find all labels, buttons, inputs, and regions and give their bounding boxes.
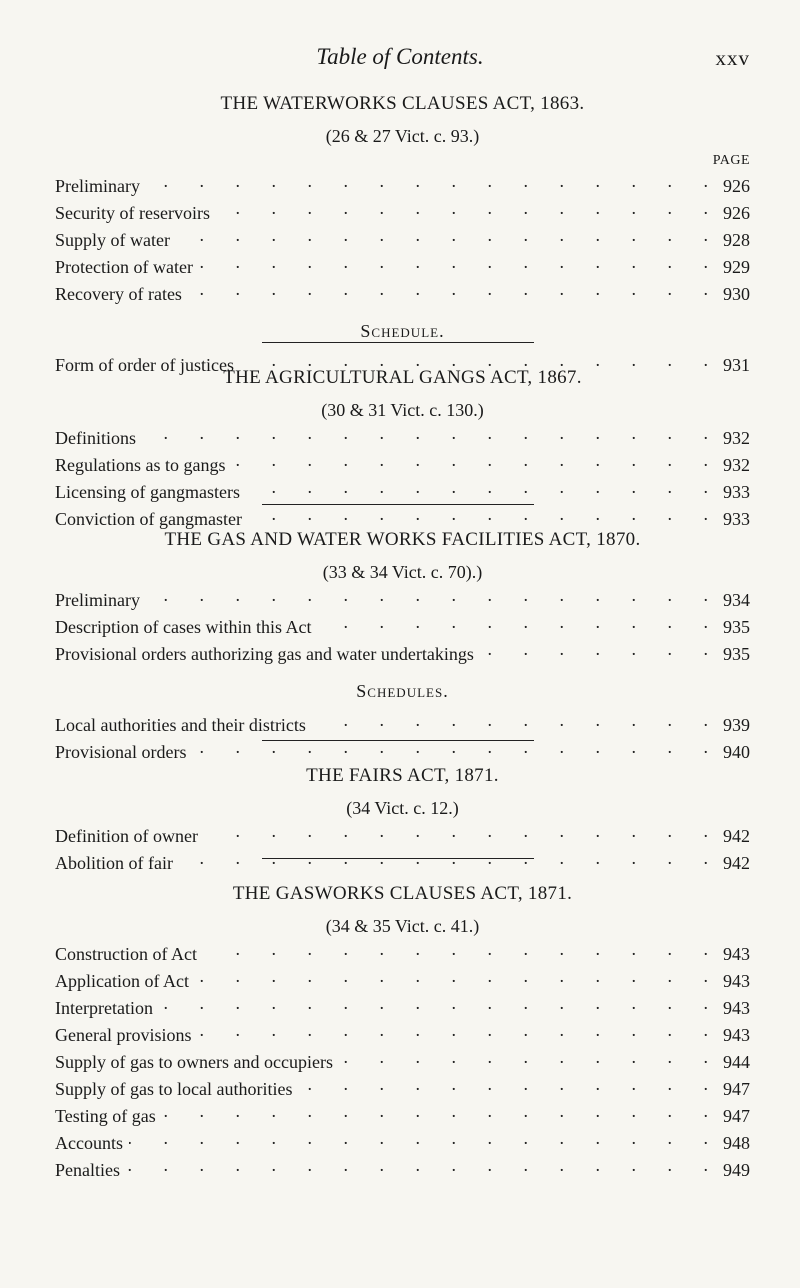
entry-page: 943 [723, 944, 750, 964]
toc-entry[interactable] [55, 449, 750, 476]
act-citation: (34 Vict. c. 12.) [346, 798, 459, 818]
entry-page: 934 [723, 590, 750, 610]
dot-leader [129, 1127, 708, 1149]
entry-page: 935 [723, 617, 750, 637]
dot-leader [142, 422, 708, 444]
entry-page: 933 [723, 509, 750, 529]
dot-leader [246, 476, 708, 498]
toc-entry[interactable] [55, 422, 750, 449]
section-waterworks-clauses-act [55, 92, 750, 376]
schedule-heading: Schedules. [356, 681, 449, 701]
toc-entry[interactable] [55, 278, 750, 305]
toc-entry[interactable] [55, 251, 750, 278]
entry-page: 947 [723, 1079, 750, 1099]
toc-entry[interactable] [55, 584, 750, 611]
act-title: THE GAS AND WATER WORKS FACILITIES ACT, 1870. [164, 529, 641, 550]
entry-label: Application of Act [55, 971, 189, 991]
dot-leader [216, 197, 708, 219]
entry-label: Recovery of rates [55, 284, 182, 304]
toc-entry[interactable] [55, 965, 750, 992]
entry-page: 942 [723, 853, 750, 873]
dot-leader [298, 1073, 708, 1095]
toc-entry[interactable] [55, 1073, 750, 1100]
section-divider [262, 504, 534, 505]
running-title: Table of Contents. [316, 44, 484, 69]
act-title: THE FAIRS ACT, 1871. [306, 765, 499, 786]
act-citation: (33 & 34 Vict. c. 70).) [322, 562, 483, 582]
act-citation: (26 & 27 Vict. c. 93.) [325, 126, 480, 146]
entry-label: Preliminary [55, 176, 140, 196]
toc-entry[interactable] [55, 1019, 750, 1046]
toc-entry[interactable] [55, 938, 750, 965]
entry-page: 947 [723, 1106, 750, 1126]
entry-page: 948 [723, 1133, 750, 1153]
dot-leader [203, 938, 708, 960]
schedule-heading: Schedule. [360, 321, 445, 341]
toc-entry[interactable] [55, 503, 750, 530]
entry-page: 930 [723, 284, 750, 304]
entry-label: Supply of water [55, 230, 170, 250]
toc-entry[interactable] [55, 1046, 750, 1073]
dot-leader [162, 1100, 708, 1122]
entry-page: 943 [723, 998, 750, 1018]
dot-leader [312, 709, 708, 731]
entry-page: 935 [723, 644, 750, 664]
entry-label: Supply of gas to owners and occupiers [55, 1052, 333, 1072]
toc-entry[interactable] [55, 638, 750, 665]
entry-page: 926 [723, 203, 750, 223]
act-title: THE WATERWORKS CLAUSES ACT, 1863. [220, 93, 585, 114]
entry-label: Form of order of justices [55, 355, 234, 375]
toc-entry[interactable] [55, 992, 750, 1019]
dot-leader [146, 584, 708, 606]
toc-entry[interactable] [55, 197, 750, 224]
dot-leader [317, 611, 708, 633]
entry-page: 928 [723, 230, 750, 250]
toc-entry[interactable] [55, 847, 750, 874]
section-gasworks-clauses-act [55, 882, 750, 1181]
dot-leader [204, 820, 708, 842]
entry-label: Conviction of gangmaster [55, 509, 242, 529]
entry-label: Provisional orders authorizing gas and water undertakings [55, 644, 474, 664]
dot-leader [197, 1019, 708, 1041]
dot-leader [159, 992, 708, 1014]
entry-label: Testing of gas [55, 1106, 156, 1126]
toc-entry[interactable] [55, 1154, 750, 1181]
entry-page: 943 [723, 971, 750, 991]
page-column-heading: PAGE [712, 153, 750, 168]
entry-page: 944 [723, 1052, 750, 1072]
section-divider [262, 858, 534, 859]
entry-label: Penalties [55, 1160, 120, 1180]
entry-label: Interpretation [55, 998, 153, 1018]
entry-label: Definition of owner [55, 826, 198, 846]
entry-label: Abolition of fair [55, 853, 173, 873]
toc-entry[interactable] [55, 820, 750, 847]
entry-page: 949 [723, 1160, 750, 1180]
act-citation: (34 & 35 Vict. c. 41.) [325, 916, 480, 936]
act-citation: (30 & 31 Vict. c. 130.) [321, 400, 484, 420]
entry-label: Protection of water [55, 257, 193, 277]
entry-label: Licensing of gangmasters [55, 482, 240, 502]
entry-page: 932 [723, 455, 750, 475]
act-title: THE GASWORKS CLAUSES ACT, 1871. [232, 883, 573, 904]
dot-leader [188, 278, 708, 300]
entry-label: Accounts [55, 1133, 123, 1153]
entry-label: General provisions [55, 1025, 192, 1045]
entry-page: 939 [723, 715, 750, 735]
toc-entry[interactable] [55, 170, 750, 197]
entry-page: 940 [723, 742, 750, 762]
dot-leader [480, 638, 708, 660]
entry-label: Security of reservoirs [55, 203, 210, 223]
page-number: xxv [715, 46, 750, 70]
dot-leader [248, 503, 708, 525]
entry-page: 942 [723, 826, 750, 846]
entry-page: 931 [723, 355, 750, 375]
toc-entry[interactable] [55, 1100, 750, 1127]
entry-label: Regulations as to gangs [55, 455, 226, 475]
entry-label: Construction of Act [55, 944, 197, 964]
entry-label: Definitions [55, 428, 136, 448]
entry-page: 926 [723, 176, 750, 196]
dot-leader [126, 1154, 708, 1176]
entry-page: 933 [723, 482, 750, 502]
toc-entry[interactable] [55, 709, 750, 736]
dot-leader [339, 1046, 708, 1068]
entry-label: Provisional orders [55, 742, 187, 762]
toc-entry[interactable] [55, 611, 750, 638]
act-title: THE AGRICULTURAL GANGS ACT, 1867. [223, 367, 582, 388]
entry-label: Local authorities and their districts [55, 715, 306, 735]
section-gas-water-works-facilities-act [55, 528, 750, 763]
section-divider [262, 740, 534, 741]
entry-page: 943 [723, 1025, 750, 1045]
dot-leader [199, 251, 708, 273]
entry-label: Description of cases within this Act [55, 617, 312, 637]
entry-page: 932 [723, 428, 750, 448]
toc-entry[interactable] [55, 1127, 750, 1154]
dot-leader [195, 965, 708, 987]
section-agricultural-gangs-act [55, 366, 750, 530]
toc-entry[interactable] [55, 476, 750, 503]
entry-page: 929 [723, 257, 750, 277]
entry-label: Preliminary [55, 590, 140, 610]
page-header [0, 44, 800, 74]
toc-entry[interactable] [55, 224, 750, 251]
dot-leader [146, 170, 708, 192]
entry-label: Supply of gas to local authorities [55, 1079, 293, 1099]
dot-leader [176, 224, 708, 246]
dot-leader [231, 449, 708, 471]
section-divider [262, 342, 534, 343]
